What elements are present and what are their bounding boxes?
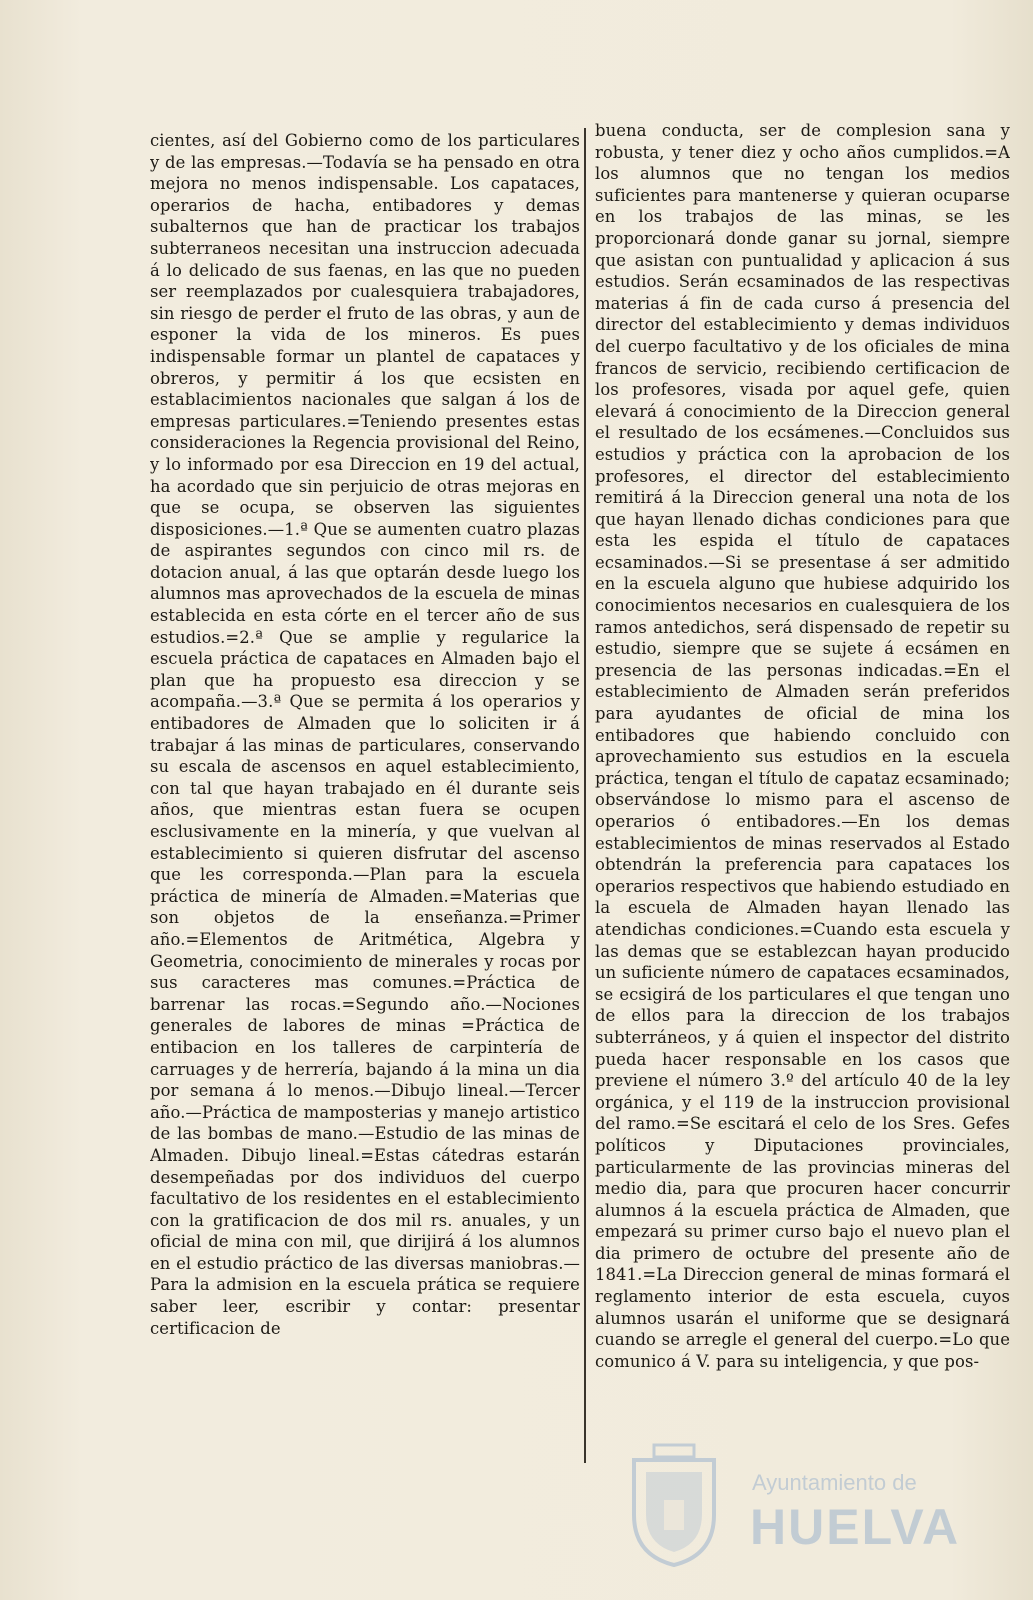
watermark xyxy=(610,1430,1030,1590)
right-column-paragraph: buena conducta, ser de complesion sana y robusta, y tener diez y ocho años cumplidos.=A los alumnos que no tengan los medios suficientes para mantenerse y quieran ocuparse en los trabajos de las minas, se les proporcionará donde ganar su jornal, siempre que asistan con puntualidad y aplicacion á sus estudios. Serán ecsaminados de las respectivas materias á fin de cada curso á presencia del director del establecimiento y demas individuos del cuerpo facultativo y de los oficiales de mina francos de servicio, recibiendo certificacion de los profesores, visada por aquel gefe, quien elevará á conocimiento de la Direccion general el resultado de los ecsámenes.—Concluidos sus estudios y práctica con la aprobacion de los profesores, el director del establecimiento remitirá á la Direccion general una nota de los que hayan llenado dichas condiciones para que esta les espida el título de capataces ecsaminados.—Si se presentase á ser admitido en la escuela alguno que hubiese adquirido los conocimientos necesarios en cualesquiera de los ramos antedichos, será dispensado de repetir su estudio, siempre que se sujete á ecsámen en presencia de las personas indicadas.=En el establecimiento de Almaden serán preferidos para ayudantes de oficial de mina los entibadores que habiendo concluido con aprovechamiento sus estudios en la escuela práctica, tengan el título de capataz ecsaminado; observándose lo mismo para el ascenso de operarios ó entibadores.—En los demas establecimientos de minas reservados al Estado obtendrán la preferencia para capataces los operarios respectivos que habiendo estudiado en la escuela de Almaden hayan llenado las atendichas condiciones.=Cuando esta escuela y las demas que se establezcan hayan producido un suficiente número de capataces ecsaminados, se ecsigirá de los particulares el que tengan uno de ellos para la direccion de los trabajos subterráneos, y á quien el inspector del distrito pueda hacer responsable en los casos que previene el número 3.º del artículo 40 de la ley orgánica, y el 119 de la instruccion provisional del ramo.=Se escitará el celo de los Sres. Gefes políticos y Diputaciones provinciales, particularmente de las provincias mineras del medio dia, para que procuren hacer concurrir alumnos á la escuela práctica de Almaden, que empezará su primer curso bajo el nuevo plan el dia primero de octubre del presente año de 1841.=La Direccion general de minas formará el reglamento interior de esta escuela, cuyos alumnos usarán el uniforme que se designará cuando se arregle el general del cuerpo.=Lo que comunico á V. para su inteligencia, y que pos- xyxy=(595,121,1010,1371)
right-text-column xyxy=(595,120,1010,1450)
left-text-column xyxy=(150,130,580,1460)
watermark-line2: HUELVA xyxy=(750,1499,961,1555)
left-column-paragraph: cientes, así del Gobierno como de los particulares y de las empresas.—Todavía se ha pensado en otra mejora no menos indispensable. Los capataces, operarios de hacha, entibadores y demas subalternos que han de practicar los trabajos subterraneos necesitan una instruccion adecuada á lo delicado de sus faenas, en las que no pueden ser reemplazados por cualesquiera trabajadores, sin riesgo de perder el fruto de las obras, y aun de esponer la vida de los mineros. Es pues indispensable formar un plantel de capataces y obreros, y permitir á los que ecsisten en establacimientos nacionales que salgan á los de empresas particulares.=Teniendo presentes estas consideraciones la Regencia provisional del Reino, y lo informado por esa Direccion en 19 del actual, ha acordado que sin perjuicio de otras mejoras en que se ocupa, se observen las siguientes disposiciones.—1.ª Que se aumenten cuatro plazas de aspirantes segundos con cinco mil rs. de dotacion anual, á las que optarán desde luego los alumnos mas aprovechados de la escuela de minas establecida en esta córte en el tercer año de sus estudios.=2.ª Que se amplie y regularice la escuela práctica de capataces en Almaden bajo el plan que ha propuesto esa direccion y se acompaña.—3.ª Que se permita á los operarios y entibadores de Almaden que lo soliciten ir á trabajar á las minas de particulares, conservando su escala de ascensos en aquel establecimiento, con tal que hayan trabajado en él durante seis años, que mientras estan fuera se ocupen esclusivamente en la minería, y que vuelvan al establecimiento si quieren disfrutar del ascenso que les corresponda.—Plan para la escuela práctica de minería de Almaden.=Materias que son objetos de la enseñanza.=Primer año.=Elementos de Aritmética, Algebra y Geometria, conocimiento de minerales y rocas por sus caracteres mas comunes.=Práctica de barrenar las rocas.=Segundo año.—Nociones generales de labores de minas =Práctica de entibacion en los talleres de carpintería de carruages y de herrería, bajando á la mina un dia por semana á lo menos.—Dibujo lineal.—Tercer año.—Práctica de mamposterias y manejo artistico de las bombas de mano.—Estudio de las minas de Almaden. Dibujo lineal.=Estas cátedras estarán desempeñadas por dos individuos del cuerpo facultativo de los residentes en el establecimiento con la gratificacion de dos mil rs. anuales, y un oficial de mina con mil, que dirijirá á los alumnos en el estudio práctico de las diversas maniobras.—Para la admision en la escuela prática se requiere saber leer, escribir y contar: presentar certificacion de xyxy=(150,131,580,1338)
coat-of-arms-icon xyxy=(624,1440,724,1570)
watermark-line1: Ayuntamiento de xyxy=(752,1470,917,1495)
column-divider xyxy=(584,128,586,1463)
